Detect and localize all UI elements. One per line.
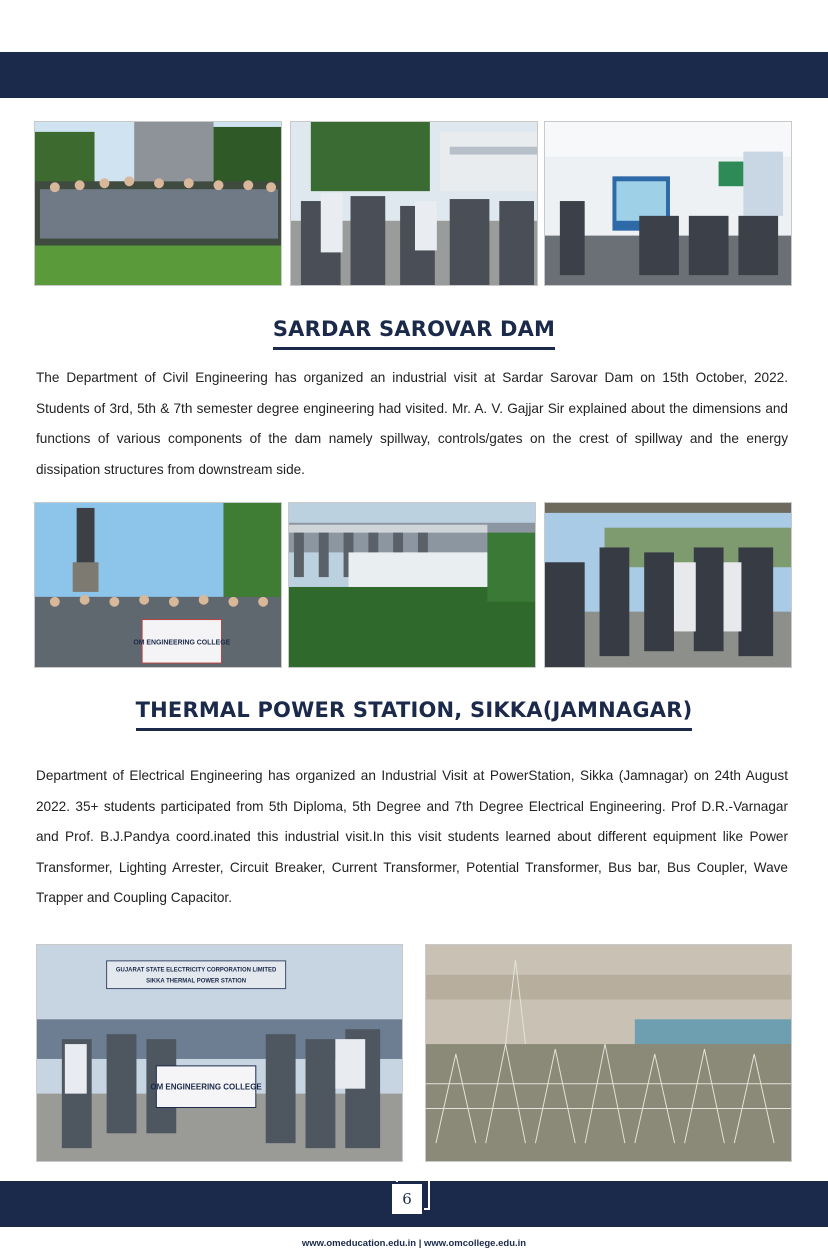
photo-dam-spillway bbox=[288, 502, 536, 668]
header-band bbox=[0, 52, 828, 98]
photo-statue-group-banner bbox=[34, 502, 282, 668]
photo-sikka-station-group bbox=[36, 944, 403, 1162]
photo-students-group-lawn bbox=[34, 121, 282, 286]
section-body-dam: The Department of Civil Engineering has organized an industrial visit at Sardar Sarovar Dam on 15th October, 2022. Students of 3rd, 5th & 7th semester degree engineering had visited. Mr. A. V. Gajjar Sir explained about the dimensions and functions of various components of the dam namely spillway, controls/gates on the crest of spillway and the energy dissipation structures from downstream side. bbox=[36, 370, 788, 477]
photo-presentation-room bbox=[544, 121, 792, 286]
page-number: 6 bbox=[390, 1182, 424, 1216]
photo-plant-visit-group bbox=[290, 121, 538, 286]
banner-sikka-text: OM ENGINEERING COLLEGE bbox=[150, 1082, 262, 1092]
section-title-thermal: THERMAL POWER STATION, SIKKA(JAMNAGAR) bbox=[0, 698, 828, 731]
footer-links: www.omeducation.edu.in | www.omcollege.edu.in bbox=[301, 1238, 527, 1249]
photo-dam-viewpoint-group bbox=[544, 502, 792, 668]
photo-switchyard-aerial bbox=[425, 944, 792, 1162]
station-sign-line1: GUJARAT STATE ELECTRICITY CORPORATION LIMITED bbox=[115, 967, 277, 974]
page-number-badge bbox=[390, 1182, 428, 1220]
section-title-dam: SARDAR SAROVAR DAM bbox=[0, 317, 828, 350]
section-body-thermal: Department of Electrical Engineering has organized an Industrial Visit at PowerStation, Sikka (Jamnagar) on 24th August 2022. 35+ students participated from 5th Diploma, 5th Degree and 7th Degree Electrical Engineering. Prof D.R.-Varnagar and Prof. B.J.Pandya coord.inated this industrial visit.In this visit students learned about different equipment like Power Transformer, Lighting Arrester, Circuit Breaker, Current Transformer, Potential Transformer, Bus bar, Bus Coupler, Wave Trapper and Coupling Capacitor. bbox=[36, 768, 788, 905]
station-sign-line2: SIKKA THERMAL POWER STATION bbox=[146, 978, 247, 985]
banner-dam-text: OM ENGINEERING COLLEGE bbox=[133, 639, 231, 647]
